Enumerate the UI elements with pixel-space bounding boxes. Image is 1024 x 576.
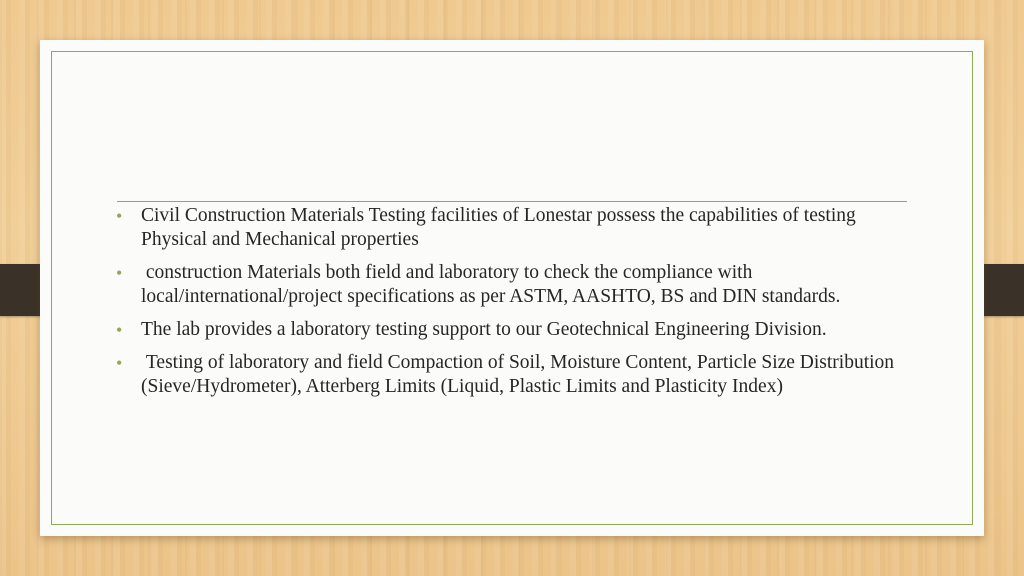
bullet-dot-icon: • (116, 353, 123, 373)
bullet-text: Testing of laboratory and field Compaction of Soil, Moisture Content, Particle Size Distribution (Sieve/Hydrometer), Atterberg Limits (Liquid, Plastic Limits and Plasticity Index) (141, 352, 899, 397)
bullet-item (114, 318, 914, 342)
bullet-text: construction Materials both field and laboratory to check the compliance with local/international/project specifications as per ASTM, AASHTO, BS and DIN standards. (141, 262, 841, 307)
title-divider (117, 201, 907, 202)
bullet-dot-icon: • (116, 206, 123, 226)
bullet-item (114, 261, 914, 309)
slide-panel (40, 40, 984, 536)
bullet-dot-icon: • (116, 320, 123, 340)
bullet-dot-icon: • (116, 263, 123, 283)
bullet-text: Civil Construction Materials Testing facilities of Lonestar possess the capabilities of testing Physical and Mechanical properties (141, 205, 856, 250)
bullet-text: The lab provides a laboratory testing support to our Geotechnical Engineering Division. (141, 319, 827, 340)
bullet-list (114, 204, 914, 408)
bullet-item (114, 351, 914, 399)
bullet-item (114, 204, 914, 252)
